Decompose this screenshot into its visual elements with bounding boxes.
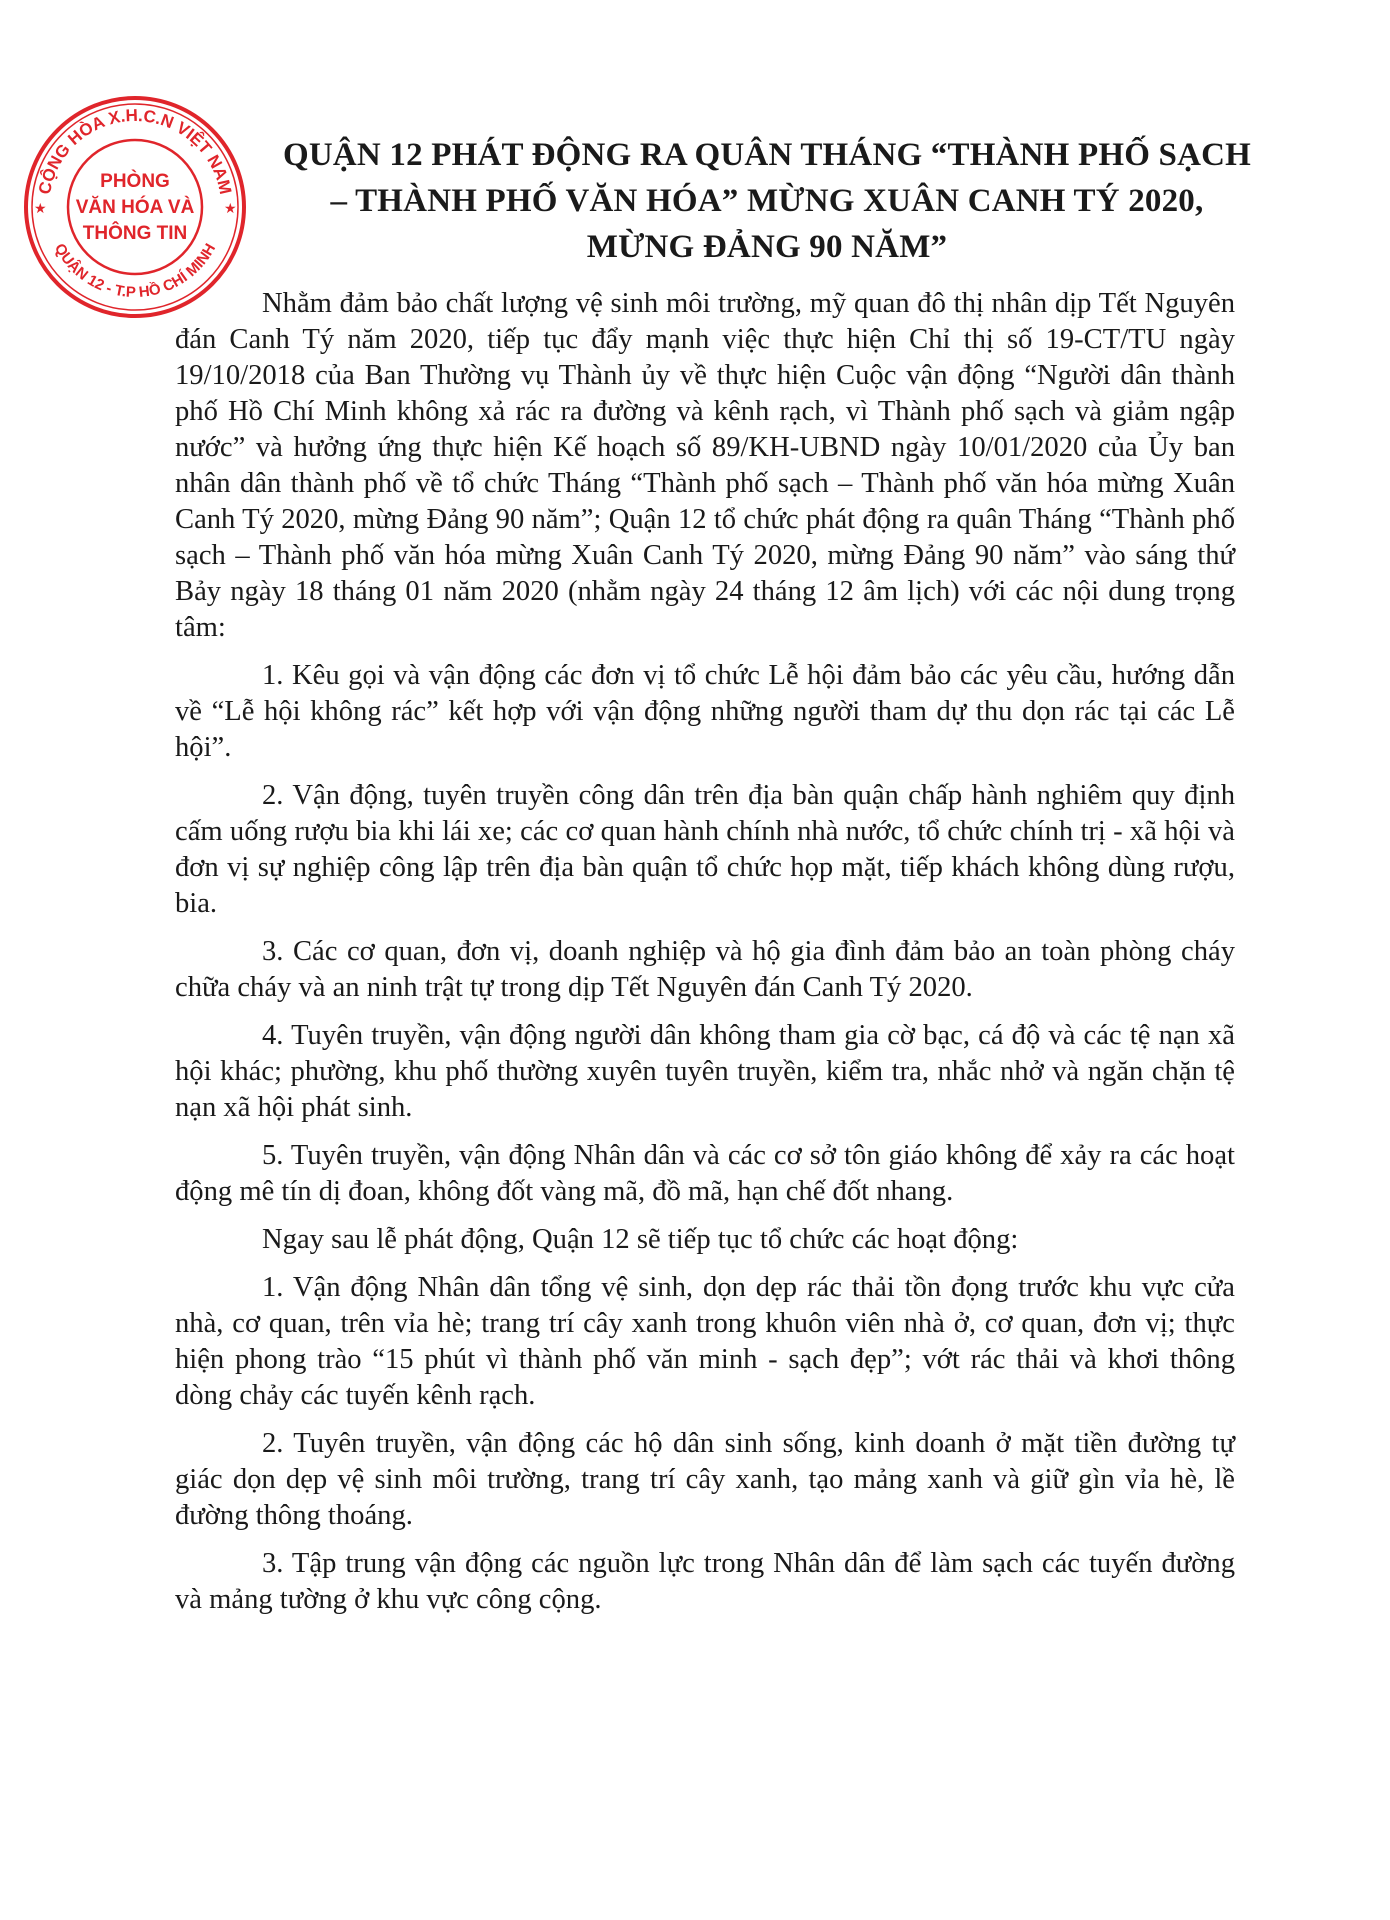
list-item: 4. Tuyên truyền, vận động người dân không tham gia cờ bạc, cá độ và các tệ nạn xã hội khác; phường, khu phố thường xuyên tuyên truyền, kiểm tra, nhắc nhở và ngăn chặn tệ nạn xã hội phát sinh.	[175, 1020, 1235, 1123]
stamp-bottom-text: QUẬN 12 - T.P HỒ CHÍ MINH	[50, 240, 220, 302]
list-item: 1. Kêu gọi và vận động các đơn vị tổ chức Lễ hội đảm bảo các yêu cầu, hướng dẫn về “Lễ hội không rác” kết hợp với vận động những người tham dự thu dọn rác tại các Lễ hội”.	[175, 660, 1235, 763]
intro-paragraph: Nhằm đảm bảo chất lượng vệ sinh môi trường, mỹ quan đô thị nhân dịp Tết Nguyên đán Canh Tý năm 2020, tiếp tục đẩy mạnh việc thực hiện Chỉ thị số 19-CT/TU ngày 19/10/2018 của Ban Thường vụ Thành ủy về thực hiện Cuộc vận động “Người dân thành phố Hồ Chí Minh không xả rác ra đường và kênh rạch, vì Thành phố sạch và giảm ngập nước” và hưởng ứng thực hiện Kế hoạch số 89/KH-UBND ngày 10/01/2020 của Ủy ban nhân dân thành phố về tổ chức Tháng “Thành phố sạch – Thành phố văn hóa mừng Xuân Canh Tý 2020, mừng Đảng 90 năm”; Quận 12 tổ chức phát động ra quân Tháng “Thành phố sạch – Thành phố văn hóa mừng Xuân Canh Tý 2020, mừng Đảng 90 năm” vào sáng thứ Bảy ngày 18 tháng 01 năm 2020 (nhằm ngày 24 tháng 12 âm lịch) với các nội dung trọng tâm:	[175, 288, 1235, 643]
list-item: 5. Tuyên truyền, vận động Nhân dân và các cơ sở tôn giáo không để xảy ra các hoạt động mê tín dị đoan, không đốt vàng mã, đồ mã, hạn chế đốt nhang.	[175, 1140, 1235, 1207]
stamp-center-line3: THÔNG TIN	[82, 223, 188, 244]
stamp-star-icon: ★	[224, 201, 237, 217]
stamp-ring-text: CỘNG HÒA X.H.C.N VIỆT NAM	[34, 105, 236, 197]
list-item: 2. Tuyên truyền, vận động các hộ dân sinh sống, kinh doanh ở mặt tiền đường tự giác dọn dẹp vệ sinh môi trường, trang trí cây xanh, tạo mảng xanh và giữ gìn vỉa hè, lề đường thông thoáng.	[175, 1428, 1235, 1531]
stamp-star-icon: ★	[34, 201, 47, 217]
list-item: 3. Tập trung vận động các nguồn lực trong Nhân dân để làm sạch các tuyến đường và mảng tường ở khu vực công cộng.	[175, 1548, 1235, 1615]
title-line: – THÀNH PHỐ VĂN HÓA” MỪNG XUÂN CANH TÝ 2020,	[330, 183, 1204, 219]
document-title	[272, 132, 1262, 270]
stamp-center-line1: PHÒNG	[100, 171, 170, 192]
section-intro-paragraph: Ngay sau lễ phát động, Quận 12 sẽ tiếp tục tổ chức các hoạt động:	[262, 1224, 1019, 1255]
list-item: 1. Vận động Nhân dân tổng vệ sinh, dọn dẹp rác thải tồn đọng trước khu vực cửa nhà, cơ quan, trên vỉa hè; trang trí cây xanh trong khuôn viên nhà ở, cơ quan, đơn vị; thực hiện phong trào “15 phút vì thành phố văn minh - sạch đẹp”; vớt rác thải và khơi thông dòng chảy các tuyến kênh rạch.	[175, 1272, 1235, 1411]
document-body	[175, 286, 1235, 1630]
title-line: MỪNG ĐẢNG 90 NĂM”	[586, 229, 948, 265]
list-item: 2. Vận động, tuyên truyền công dân trên địa bàn quận chấp hành nghiêm quy định cấm uống rượu bia khi lái xe; các cơ quan hành chính nhà nước, tổ chức chính trị - xã hội và đơn vị sự nghiệp công lập trên địa bàn quận tổ chức họp mặt, tiếp khách không dùng rượu, bia.	[175, 780, 1235, 919]
list-item: 3. Các cơ quan, đơn vị, doanh nghiệp và hộ gia đình đảm bảo an toàn phòng cháy chữa cháy và an ninh trật tự trong dịp Tết Nguyên đán Canh Tý 2020.	[175, 936, 1235, 1003]
stamp-center-line2: VĂN HÓA VÀ	[75, 197, 195, 218]
title-line: QUẬN 12 PHÁT ĐỘNG RA QUÂN THÁNG “THÀNH PHỐ SẠCH	[283, 137, 1251, 173]
